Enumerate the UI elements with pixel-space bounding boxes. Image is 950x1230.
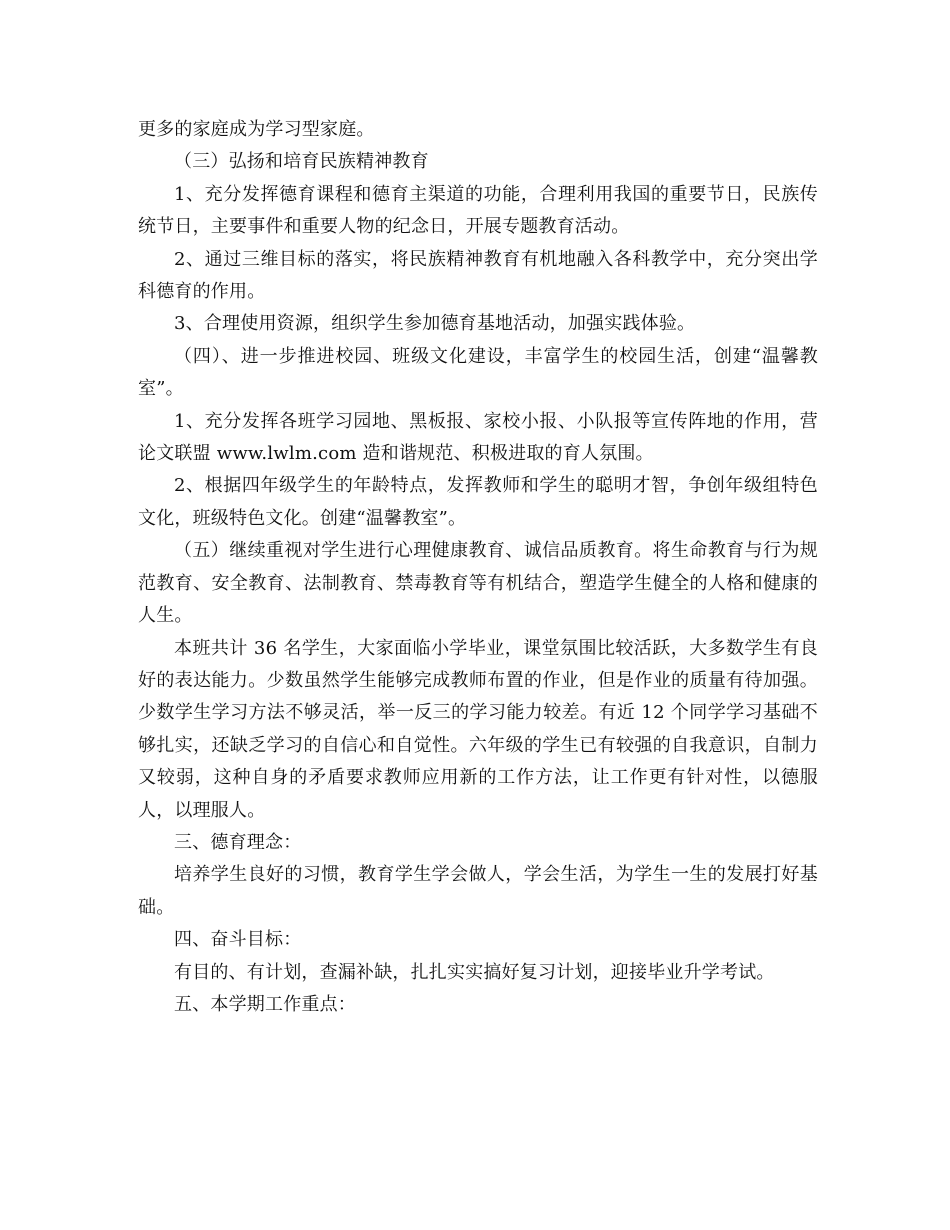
heading-goals: 四、奋斗目标： [174,929,302,951]
list-item-4-2: 2、根据四年级学生的年龄特点，发挥教师和学生的聪明才智，争创年级组特色文化，班级特色文化。创建“温馨教室”。 [138,475,818,529]
section-heading-4: （四）、进一步推进校园、班级文化建设，丰富学生的校园生活，创建“温馨教室”。 [138,345,818,400]
heading-moral-philosophy: 三、德育理念： [174,831,302,853]
paragraph-continuation: 更多的家庭成为学习型家庭。 [138,119,375,140]
section-heading-5: （五）继续重视对学生进行心理健康教育、诚信品质教育。将生命教育与行为规范教育、安全教育、法制教育、禁毒教育等有机结合，塑造学生健全的人格和健康的人生。 [138,540,818,627]
list-item-3-2: 2、通过三维目标的落实，将民族精神教育有机地融入各科教学中，充分突出学科德育的作用。 [138,248,818,303]
moral-philosophy-paragraph: 培养学生良好的习惯，教育学生学会做人，学会生活，为学生一生的发展打好基础。 [138,864,818,918]
list-item-3-3: 3、合理使用资源，组织学生参加德育基地活动，加强实践体验。 [174,313,696,335]
class-situation-paragraph: 本班共计 36 名学生，大家面临小学毕业，课堂氛围比较活跃，大多数学生有良好的表达能力。少数虽然学生能够完成教师布置的作业，但是作业的质量有待加强。少数学生学习方法不够灵活，举一反三的学习能力较差。有近 12 个同学学习基础不够扎实，还缺乏学习的自信心和自觉性。六年级的学生已有较强的自我意识，自制力又较弱，这种自身的矛盾要求教师应用新的工作方法，让工作更有针对性，以德服人，以理服人。 [138,637,818,821]
goals-paragraph: 有目的、有计划，查漏补缺，扎扎实实搞好复习计划，迎接毕业升学考试。 [174,961,775,983]
list-item-3-1: 1、充分发挥德育课程和德育主渠道的功能，合理利用我国的重要节日，民族传统节日，主要事件和重要人物的纪念日，开展专题教育活动。 [138,183,818,238]
document-body [138,114,818,1021]
section-heading-3: （三）弘扬和培育民族精神教育 [174,151,429,173]
heading-work-focus: 五、本学期工作重点： [174,993,356,1015]
list-item-4-1: 1、充分发挥各班学习园地、黑板报、家校小报、小队报等宣传阵地的作用，营 论文联盟 www.lwlm.com 造和谐规范、积极进取的育人氛围。 [138,410,818,465]
